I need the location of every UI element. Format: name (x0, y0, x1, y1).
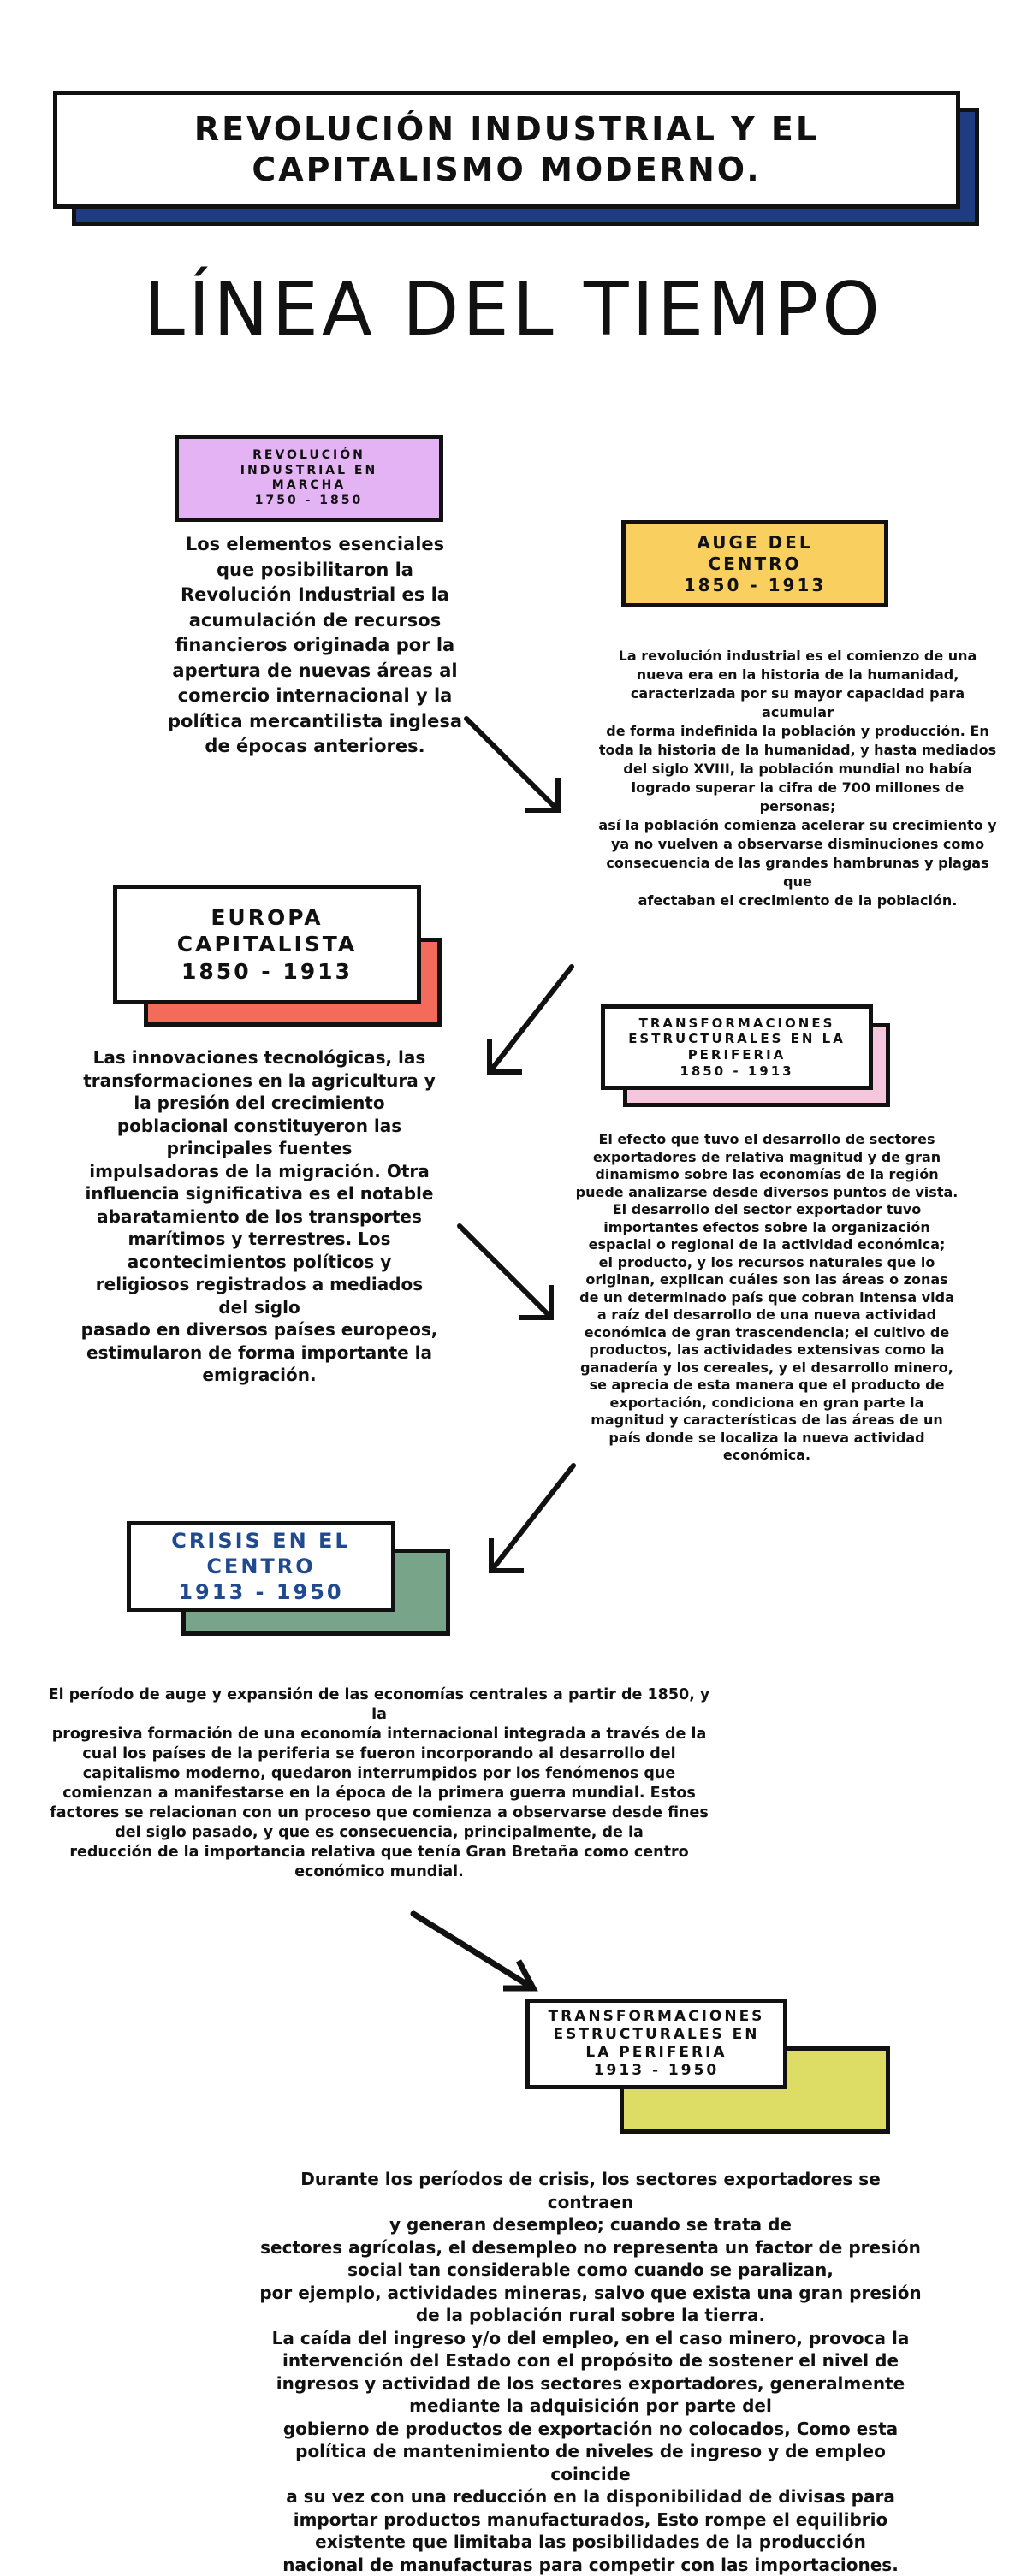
text-crisis-en-el-centro: El período de auge y expansión de las economías centrales a partir de 1850, y la progresiva formación de una economía internacional integrada a través de la cual los países de la periferia se fueron incorporando al desarrollo del capitalismo moderno, quedaron interrumpidos por los fenómenos que comienzan a manifestarse en la época de la primera guerra mundial. Estos factores se relacionan con un proceso que comienza a observarse desde fines del siglo pasado, y que es consecuencia, principalmente, de la reducción de la importancia relativa que tenía Gran Bretaña como centro económico mundial. (48, 1686, 710, 1880)
text-transformaciones-1: El efecto que tuvo el desarrollo de sectores exportadores de relativa magnitud y de gran dinamismo sobre las economías de la región puede analizarse desde diversos puntos de vista. El desarrollo del sector exportador tuvo importantes efectos sobre la organización espacial o regional de la actividad económica; el producto, y los recursos naturales que lo originan, explican cuáles son las áreas o zonas de un determinado país que cobran intensa vida a raíz del desarrollo de una nueva actividad económica de gran trascendencia; el cultivo de productos, las actividades extensivas como la ganadería y los cereales, y el desarrollo minero, se aprecia de esta manera que el producto de exportación, condiciona en gran parte la magnitud y características de las áreas de un país donde se localiza la nueva actividad económica. (575, 1131, 959, 1463)
arrow-2 (479, 962, 582, 1082)
label-crisis-en-el-centro: CRISIS EN EL CENTRO 1913 - 1950 (127, 1521, 395, 1612)
timeline-heading: LÍNEA DEL TIEMPO (144, 267, 883, 352)
text-auge-del-centro: La revolución industrial es el comienzo de una nueva era en la historia de la humanidad, caracterizada por su mayor capacidad para acumular de forma indefinida la población y producción. En toda la historia de la humanidad, y hasta mediados del siglo XVIII, la población mundial no había logrado superar la cifra de 700 millones de personas; así la población comienza acelerar su crecimiento y ya no vuelven a observarse disminuciones como consecuencia de las grandes hambrunas y plagas que afectaban el crecimiento de la población. (598, 648, 997, 909)
label-transformaciones-1: TRANSFORMACIONES ESTRUCTURALES EN LA PERIFERIA 1850 - 1913 (601, 1004, 873, 1090)
text-europa-capitalista: Las innovaciones tecnológicas, las transformaciones en la agricultura y la presión del crecimiento poblacional constituyeron las principales fuentes impulsadoras de la migración. Otra influencia significativa es el notable abaratamiento de los transportes marítimos y terrestres. Los acontecimientos políticos y religiosos registrados a mediados del siglo pasado en diversos países europeos, estimularon de forma importante la emigración. (80, 1047, 438, 1385)
main-title: REVOLUCIÓN INDUSTRIAL Y EL CAPITALISMO MODERNO. (193, 110, 820, 188)
label-europa-capitalista: EUROPA CAPITALISTA 1850 - 1913 (113, 885, 421, 1004)
text-revolucion-industrial: Los elementos esenciales que posibilitaron la Revolución Industrial es la acumulación de recursos financieros originada por la apertura de nuevas áreas al comercio internacional y la política mercantilista inglesa de épocas anteriores. (167, 534, 463, 756)
text-transformaciones-2: Durante los períodos de crisis, los sectores exportadores se contraen y generan desempleo; cuando se trata de sectores agrícolas, el desempleo no representa un factor de presión social tan considerable como cuando se paralizan, por ejemplo, actividades mineras, salvo que exista una gran presión de la población rural sobre la tierra. La caída del ingreso y/o del empleo, en el caso minero, provoca la intervención del Estado con el propósito de sostener el nivel de ingresos y actividad de los sectores exportadores, generalmente mediante la adquisición por parte del gobierno de productos de exportación no colocados, Como esta política de mantenimiento de niveles de ingreso y de empleo coincide a su vez con una reducción en la disponibilidad de divisas para importar productos manufacturados, Esto rompe el equilibrio existente que limitaba las posibilidades de la producción nacional de manufacturas para competir con las importaciones. (259, 2169, 922, 2575)
arrow-3 (455, 1222, 567, 1333)
label-transformaciones-2: TRANSFORMACIONES ESTRUCTURALES EN LA PERIFERIA 1913 - 1950 (525, 1999, 787, 2089)
main-title-box (53, 91, 960, 209)
arrow-5 (409, 1910, 546, 2004)
label-auge-del-centro: AUGE DEL CENTRO 1850 - 1913 (621, 520, 888, 607)
arrow-4 (481, 1461, 584, 1581)
arrow-1 (462, 714, 573, 826)
label-revolucion-industrial: REVOLUCIÓN INDUSTRIAL EN MARCHA 1750 - 1850 (175, 435, 443, 522)
